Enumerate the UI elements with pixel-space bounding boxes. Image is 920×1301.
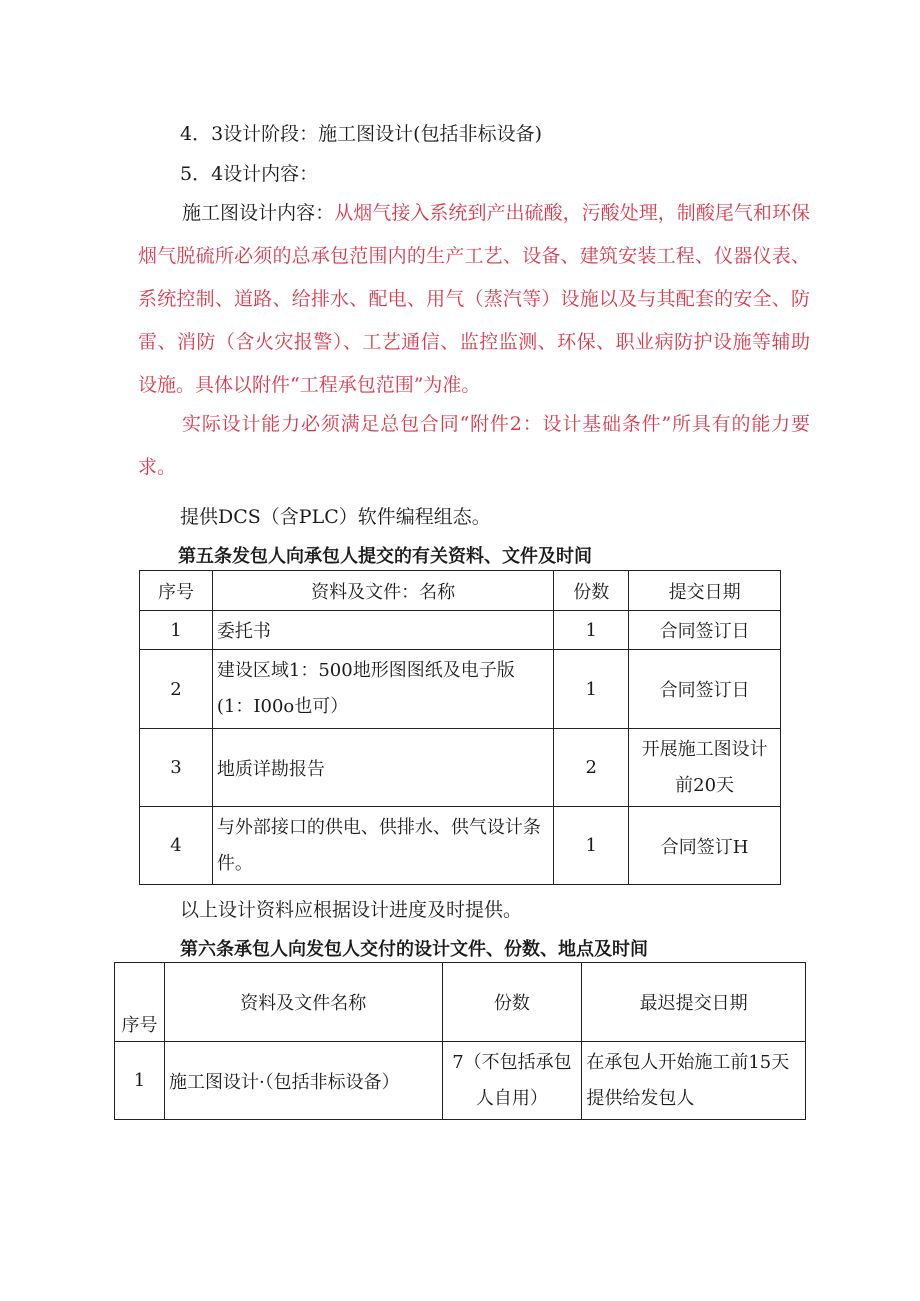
row-count: 7（不包括承包人自用） (442, 1042, 582, 1120)
row-count: 1 (554, 807, 629, 885)
row-count: 1 (554, 650, 629, 729)
table-row (140, 611, 781, 650)
header-cell: 提交日期 (629, 571, 781, 611)
design-stage-line: 4．3设计阶段：施工图设计(包括非标设备) (180, 123, 543, 145)
row-count: 2 (554, 729, 629, 807)
table-row (115, 1042, 806, 1120)
row-document-name: 与外部接口的供电、供排水、供气设计条件。 (212, 807, 553, 885)
header-cell: 份数 (554, 571, 629, 611)
header-cell: 最迟提交日期 (582, 963, 806, 1042)
row-date: 开展施工图设计前20天 (629, 729, 781, 807)
article5-title: 第五条发包人向承包人提交的有关资料、文件及时间 (178, 546, 592, 567)
row-date: 在承包人开始施工前15天提供给发包人 (582, 1042, 806, 1120)
row-number: 4 (140, 807, 213, 885)
design-content-body: 从烟气接入系统到产出硫酸，污酸处理，制酸尾气和环保烟气脱硫所必须的总承包范围内的生产工艺、设备、建筑安装工程、仪器仪表、系统控制、道路、给排水、配电、用气（蒸汽等）设施以及与其配套的安全、防雷、消防（含火灾报警）、工艺通信、监控监测、环保、职业病防护设施等辅助设施。具体以附件“工程承包范围”为准。 (138, 202, 810, 396)
capability-paragraph: 实际设计能力必须满足总包合同“附件2：设计基础条件”所具有的能力要求。 (138, 413, 810, 478)
row-number: 1 (140, 611, 213, 650)
header-cell: 资料及文件：名称 (212, 571, 553, 611)
table-header-row (115, 963, 806, 1042)
dcs-line: 提供DCS（含PLC）软件编程组态。 (180, 506, 491, 528)
row-date: 合同签订日 (629, 611, 781, 650)
article5-note: 以上设计资料应根据设计进度及时提供。 (180, 899, 523, 921)
row-count: 1 (554, 611, 629, 650)
row-date: 合同签订H (629, 807, 781, 885)
row-number: 1 (115, 1042, 165, 1120)
row-document-name: 地质详勘报告 (212, 729, 553, 807)
table-row (140, 807, 781, 885)
design-content-label: 施工图设计内容： (182, 202, 335, 224)
article6-title: 第六条承包人向发包人交付的设计文件、份数、地点及时间 (180, 939, 648, 960)
article6-table (114, 962, 806, 1120)
row-document-name: 委托书 (212, 611, 553, 650)
header-cell: 份数 (442, 963, 582, 1042)
article5-table (139, 570, 781, 885)
row-number: 2 (140, 650, 213, 729)
header-cell: 资料及文件名称 (164, 963, 442, 1042)
table-header-row (140, 571, 781, 611)
row-document-name: 建设区域1：500地形图图纸及电子版(1：I00o也可） (212, 650, 553, 729)
table-row (140, 650, 781, 729)
row-document-name: 施工图设计·（包括非标设备） (164, 1042, 442, 1120)
row-number: 3 (140, 729, 213, 807)
header-cell: 序号 (115, 963, 165, 1042)
table-row (140, 729, 781, 807)
row-date: 合同签订日 (629, 650, 781, 729)
design-content-line: 5．4设计内容： (180, 163, 319, 185)
design-content-paragraph (138, 192, 810, 407)
header-cell: 序号 (140, 571, 213, 611)
